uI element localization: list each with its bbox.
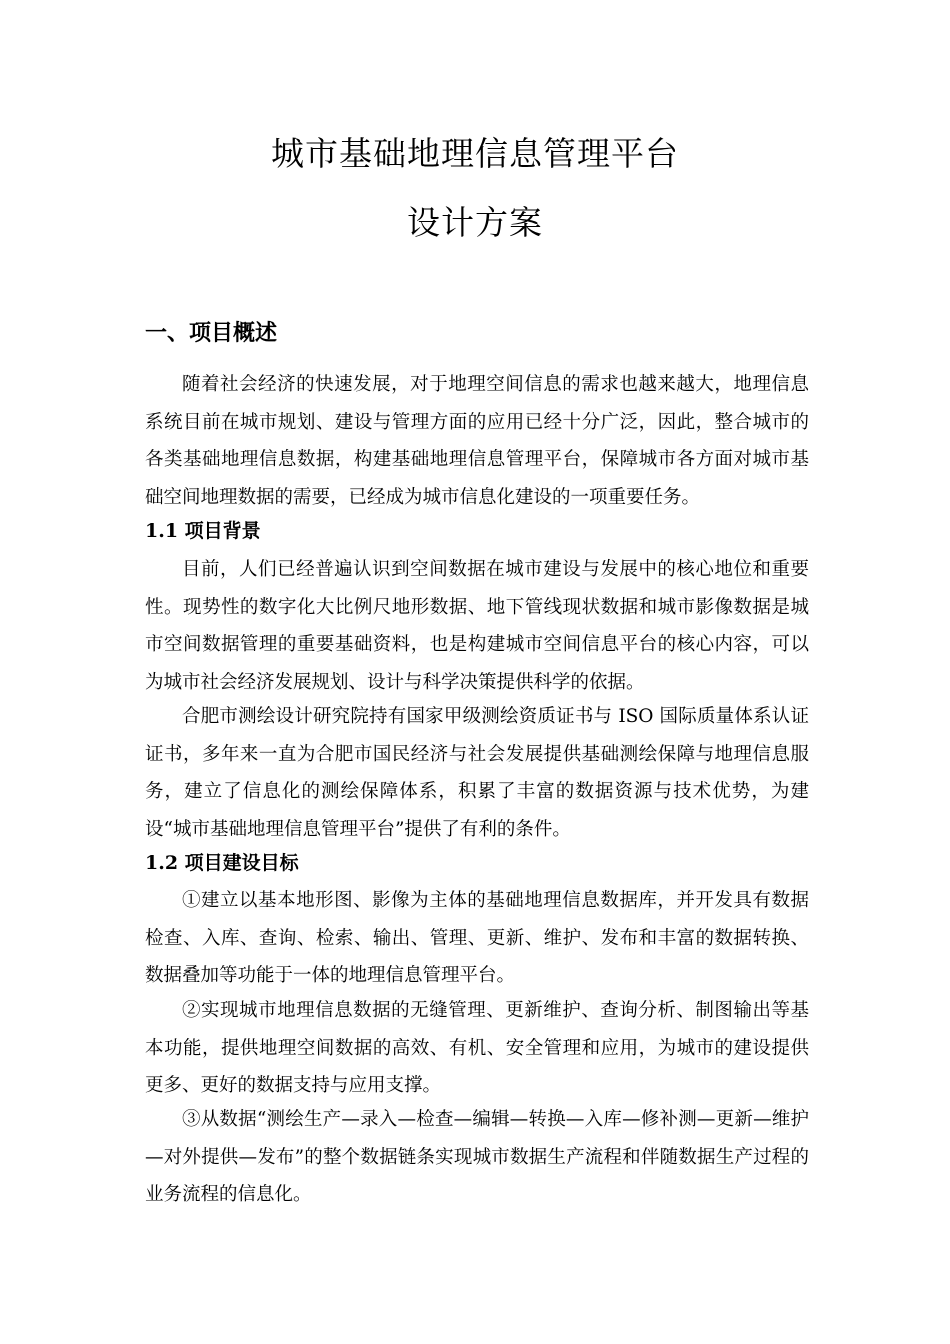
subsection-heading-goals: 1.2 项目建设目标 <box>145 852 299 874</box>
section-heading-overview: 一、项目概述 <box>145 321 278 346</box>
document-title: 城市基础地理信息管理平台 <box>271 134 679 173</box>
paragraph-background-1: 目前，人们已经普遍认识到空间数据在城市建设与发展中的核心地位和重要性。现势性的数字化大比例尺地形数据、地下管线现状数据和城市影像数据是城市空间数据管理的重要基础资料，也是构建城市空间信息平台的核心内容，可以为城市社会经济发展规划、设计与科学决策提供科学的依据。 <box>145 559 809 693</box>
paragraph-goal-1: ①建立以基本地形图、影像为主体的基础地理信息数据库，并开发具有数据检查、入库、查询、检索、输出、管理、更新、维护、发布和丰富的数据转换、数据叠加等功能于一体的地理信息管理平台。 <box>145 890 809 986</box>
subsection-heading-background: 1.1 项目背景 <box>145 520 261 542</box>
paragraph-background-2: 合肥市测绘设计研究院持有国家甲级测绘资质证书与 ISO 国际质量体系认证证书，多年来一直为合肥市国民经济与社会发展提供基础测绘保障与地理信息服务，建立了信息化的测绘保障体系，积累了丰富的数据资源与技术优势，为建设“城市基础地理信息管理平台”提供了有利的条件。 <box>145 706 809 840</box>
paragraph-goal-2: ②实现城市地理信息数据的无缝管理、更新维护、查询分析、制图输出等基本功能，提供地理空间数据的高效、有机、安全管理和应用，为城市的建设提供更多、更好的数据支持与应用支撑。 <box>145 1000 809 1096</box>
document-subtitle: 设计方案 <box>407 203 543 242</box>
paragraph-intro: 随着社会经济的快速发展，对于地理空间信息的需求也越来越大，地理信息系统目前在城市规划、建设与管理方面的应用已经十分广泛，因此，整合城市的各类基础地理信息数据，构建基础地理信息管理平台，保障城市各方面对城市基础空间地理数据的需要，已经成为城市信息化建设的一项重要任务。 <box>145 374 809 508</box>
paragraph-goal-3: ③从数据“测绘生产—录入—检查—编辑—转换—入库—修补测—更新—维护—对外提供—发布”的整个数据链条实现城市数据生产流程和伴随数据生产过程的业务流程的信息化。 <box>145 1109 809 1205</box>
